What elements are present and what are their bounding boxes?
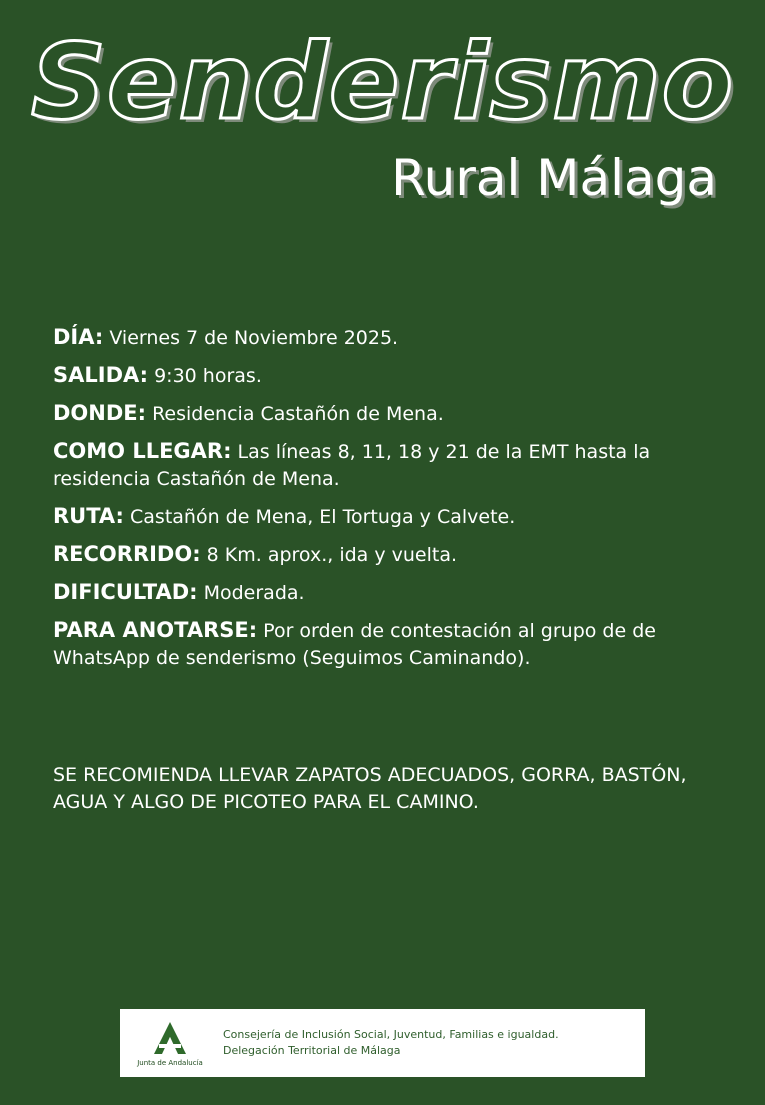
- junta-de-andalucia-logo-icon: [152, 1021, 188, 1055]
- detail-label: DÍA:: [53, 325, 104, 349]
- detail-label: DONDE:: [53, 401, 147, 425]
- footer-line-department: Consejería de Inclusión Social, Juventud, Familias e igualdad.: [223, 1028, 559, 1041]
- detail-value: Las líneas 8, 11, 18 y 21 de la EMT hasta la residencia Castañón de Mena.: [53, 441, 651, 490]
- detail-departure: [53, 362, 733, 390]
- detail-value: 9:30 horas.: [148, 365, 262, 387]
- detail-difficulty: [53, 579, 733, 607]
- detail-label: RECORRIDO:: [53, 542, 201, 566]
- event-details: [53, 324, 733, 682]
- recommendation-note: SE RECOMIENDA LLEVAR ZAPATOS ADECUADOS, GORRA, BASTÓN, AGUA Y ALGO DE PICOTEO PARA EL CAMINO.: [53, 764, 687, 813]
- poster-subtitle: Rural Málaga: [391, 149, 717, 207]
- detail-signup: [53, 617, 733, 672]
- detail-label: PARA ANOTARSE:: [53, 618, 258, 642]
- detail-value: Residencia Castañón de Mena.: [146, 403, 444, 425]
- detail-label: SALIDA:: [53, 363, 149, 387]
- footer-credits: [223, 1027, 559, 1059]
- detail-value: 8 Km. aprox., ida y vuelta.: [200, 544, 458, 566]
- detail-label: COMO LLEGAR:: [53, 439, 232, 463]
- detail-route: [53, 503, 733, 531]
- poster-title: Senderismo: [30, 21, 735, 143]
- detail-label: RUTA:: [53, 504, 124, 528]
- detail-label: DIFICULTAD:: [53, 580, 198, 604]
- detail-day: [53, 324, 733, 352]
- junta-de-andalucia-logo: [132, 1019, 208, 1071]
- detail-distance: [53, 541, 733, 569]
- logo-caption: Junta de Andalucía: [137, 1059, 203, 1067]
- detail-value: Por orden de contestación al grupo de de WhatsApp de senderismo (Seguimos Caminando).: [53, 620, 656, 669]
- footer-banner: [120, 1009, 645, 1077]
- detail-value: Viernes 7 de Noviembre 2025.: [103, 327, 399, 349]
- detail-where: [53, 400, 733, 428]
- detail-how-to-get: [53, 438, 733, 493]
- detail-value: Castañón de Mena, El Tortuga y Calvete.: [123, 506, 516, 528]
- footer-line-delegation: Delegación Territorial de Málaga: [223, 1044, 401, 1057]
- detail-value: Moderada.: [197, 582, 305, 604]
